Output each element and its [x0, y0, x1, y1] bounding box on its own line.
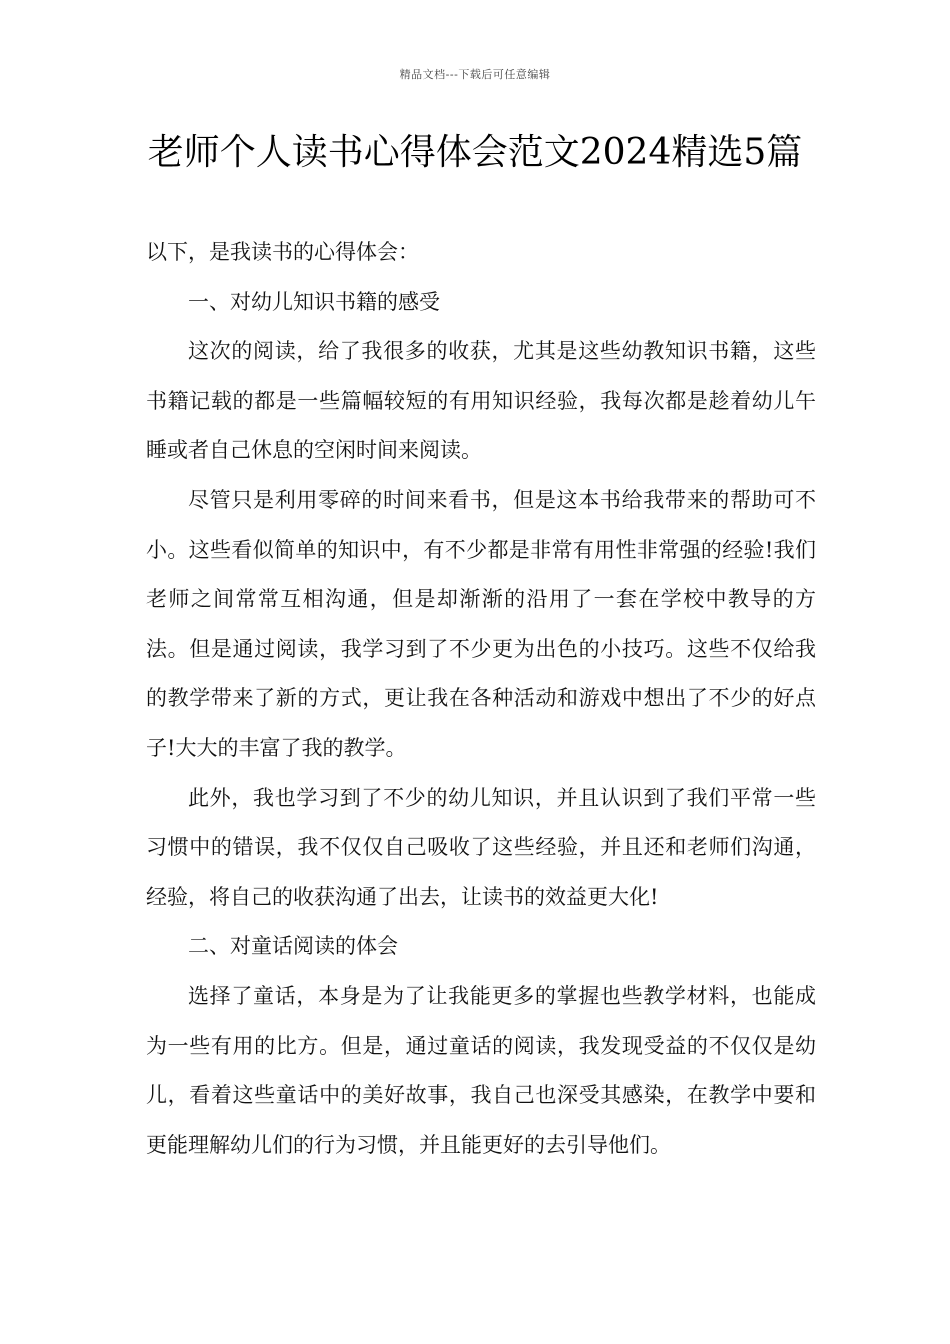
section-heading: 一、对幼儿知识书籍的感受 [188, 289, 440, 314]
section-heading: 二、对童话阅读的体会 [188, 934, 398, 959]
document-title: 老师个人读书心得体会范文2024精选5篇 [147, 132, 803, 173]
body-paragraph: 这次的阅读，给了我很多的收获，尤其是这些幼教知识书籍，这些书籍记载的都是一些篇幅较短的有用知识经验，我每次都是趁着幼儿午睡或者自己休息的空闲时间来阅读。 [146, 339, 816, 463]
body-paragraph: 选择了童话，本身是为了让我能更多的掌握也些教学材料，也能成为一些有用的比方。但是，通过童话的阅读，我发现受益的不仅仅是幼儿，看着这些童话中的美好故事，我自己也深受其感染，在教学中要和更能理解幼儿们的行为习惯，并且能更好的去引导他们。 [146, 983, 816, 1157]
document-body [146, 228, 816, 1170]
body-paragraph: 尽管只是利用零碎的时间来看书，但是这本书给我带来的帮助可不小。这些看似简单的知识中，有不少都是非常有用性非常强的经验!我们老师之间常常互相沟通，但是却渐渐的沿用了一套在学校中教导的方法。但是通过阅读，我学习到了不少更为出色的小技巧。这些不仅给我的教学带来了新的方式，更让我在各种活动和游戏中想出了不少的好点子!大大的丰富了我的教学。 [146, 487, 816, 760]
body-paragraph: 此外，我也学习到了不少的幼儿知识，并且认识到了我们平常一些习惯中的错误，我不仅仅自己吸收了这些经验，并且还和老师们沟通，经验，将自己的收获沟通了出去，让读书的效益更大化! [146, 785, 816, 909]
intro-paragraph: 以下，是我读书的心得体会： [146, 240, 419, 264]
header-note: 精品文档---下载后可任意编辑 [399, 68, 551, 81]
